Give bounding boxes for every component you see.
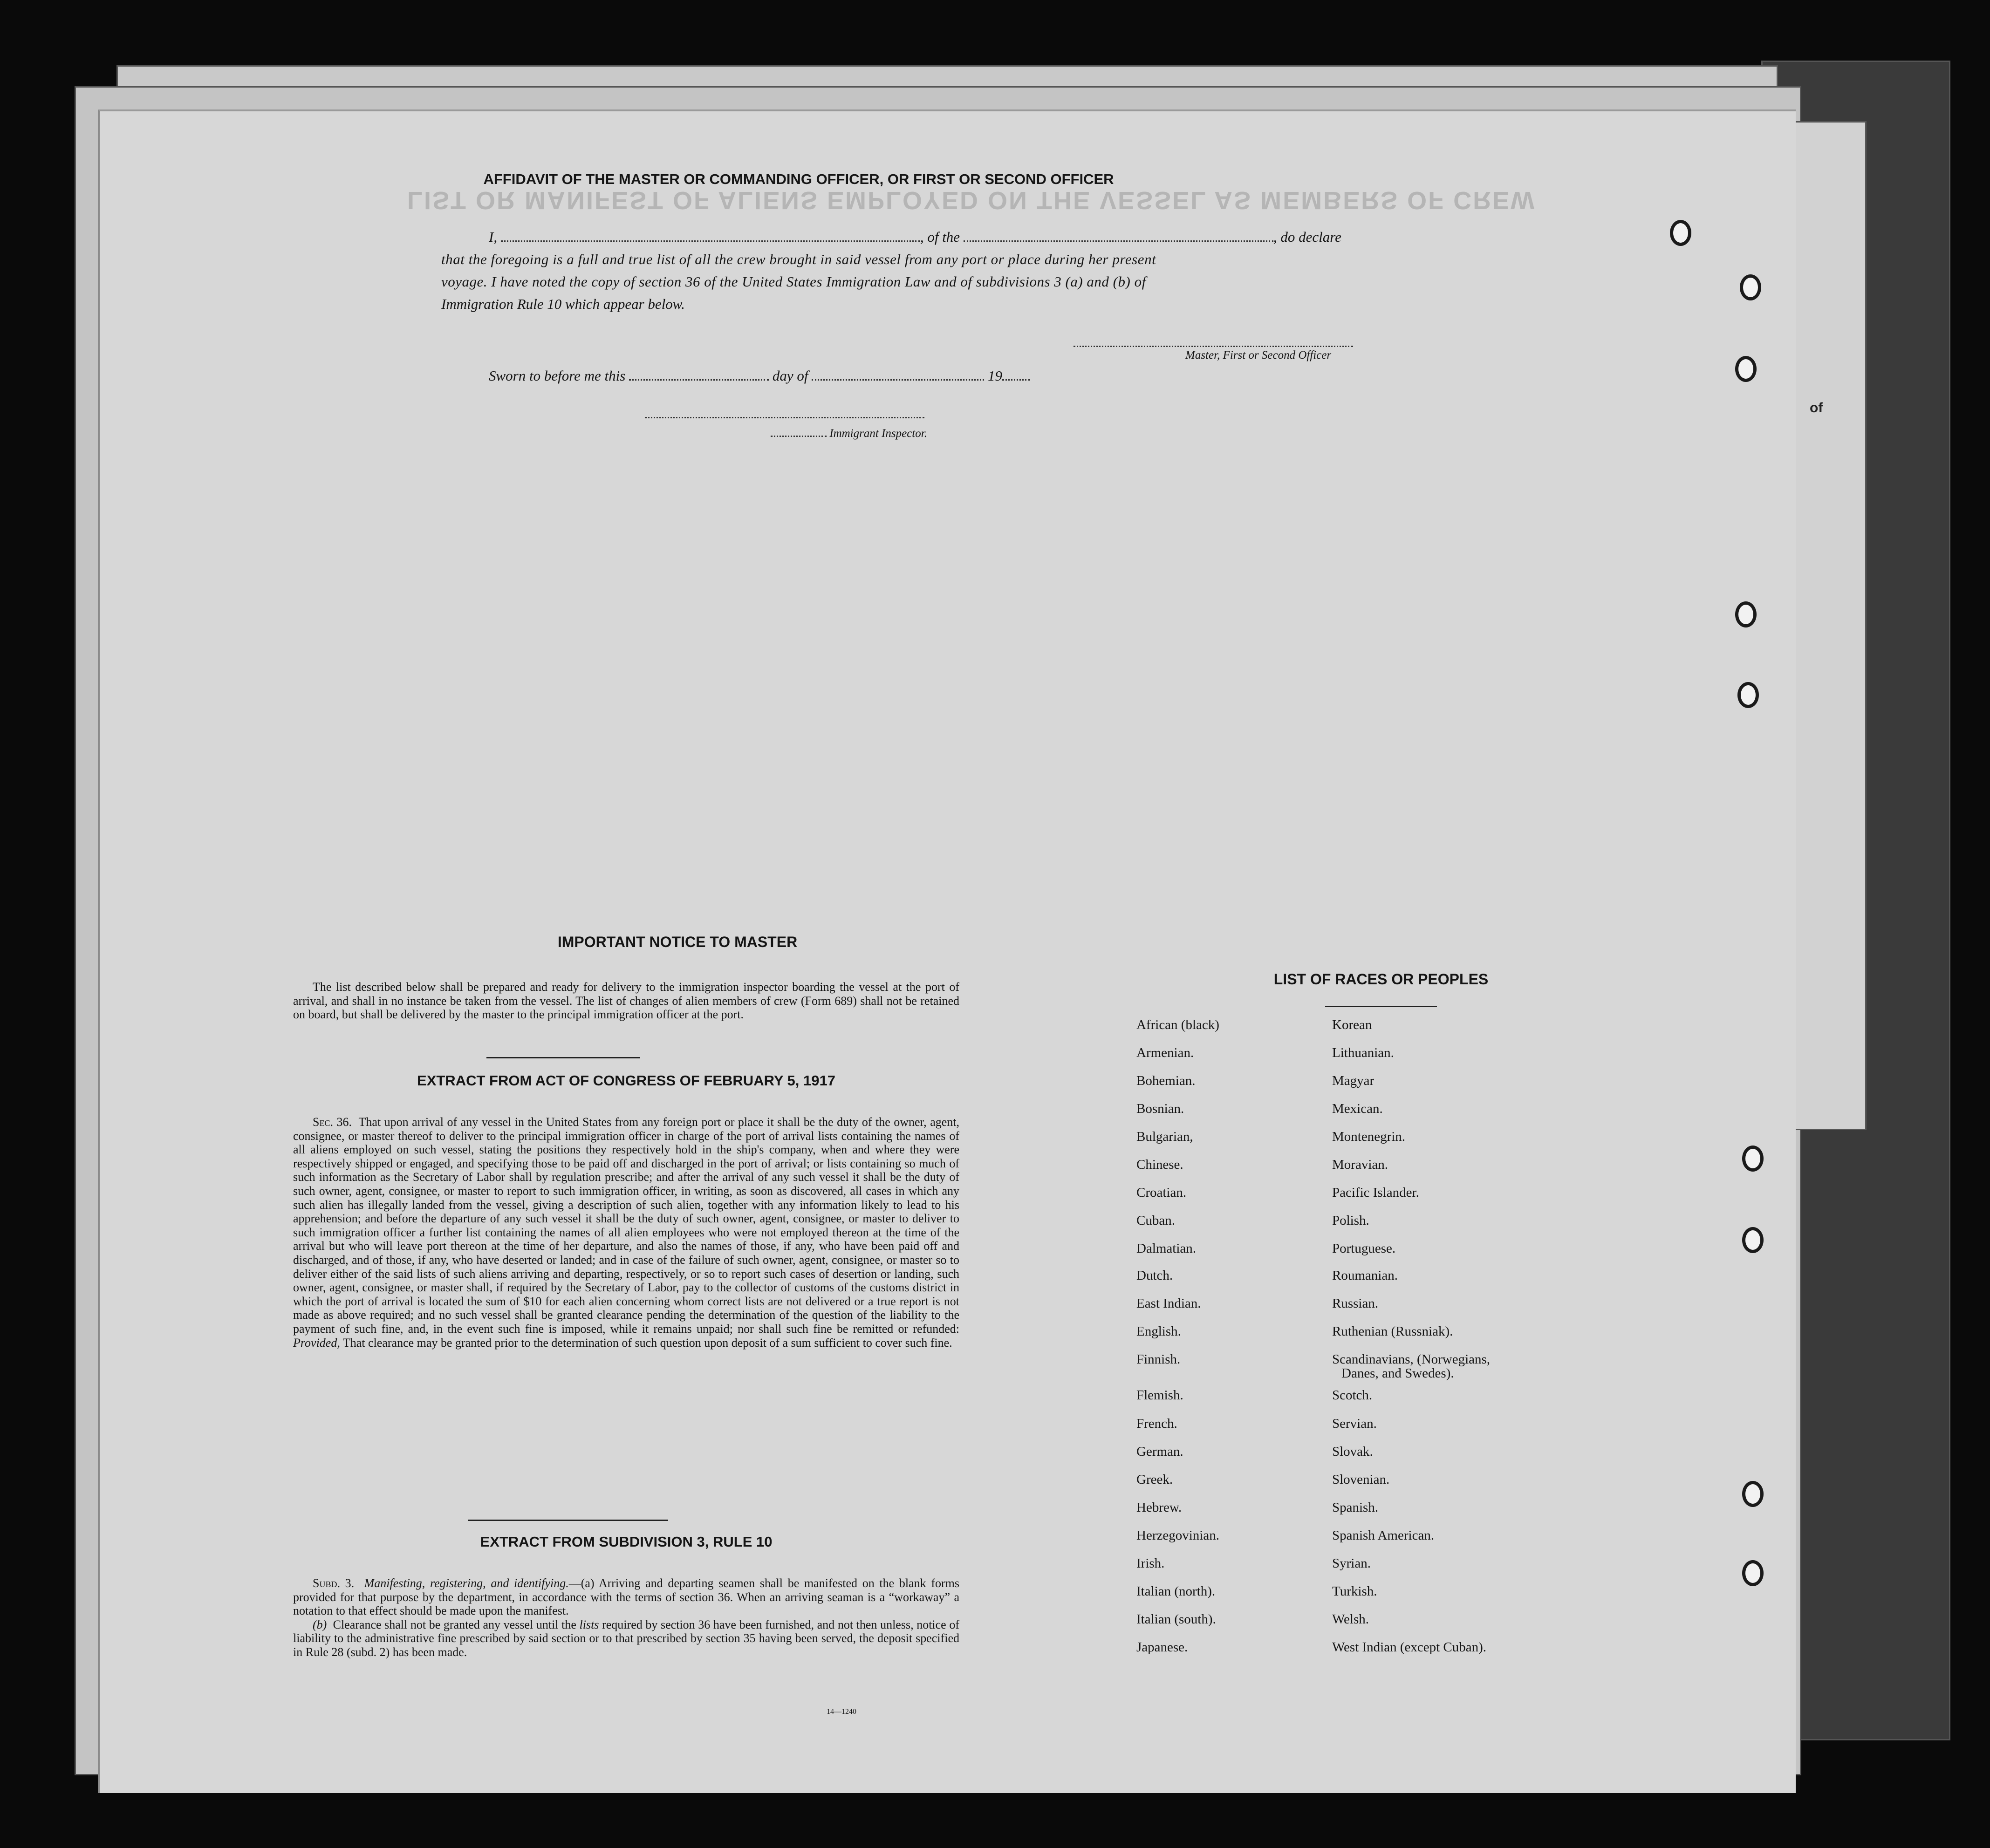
- divider-1: [486, 1057, 640, 1058]
- side-tab-text: of: [1810, 400, 1823, 416]
- race-item: Portuguese.: [1332, 1241, 1396, 1256]
- sworn-year-blank[interactable]: [1002, 379, 1030, 381]
- bleed-manifest-title: LIST OR MANIFEST OF ALIENS EMPLOYED ON THE VESSEL AS MEMBERS OF CREW: [407, 186, 1536, 214]
- punch-hole: [1742, 1227, 1764, 1253]
- race-item: Slovak.: [1332, 1444, 1373, 1459]
- race-item: Turkish.: [1332, 1584, 1377, 1599]
- affidavit-line-1: I, , of the , do declare: [489, 229, 1341, 245]
- sworn-line: Sworn to before me this day of 19: [489, 368, 1030, 384]
- punch-hole: [1742, 1146, 1764, 1172]
- race-item: Italian (north).: [1136, 1584, 1216, 1599]
- race-item: Ruthenian (Russniak).: [1332, 1324, 1453, 1339]
- race-item: Moravian.: [1332, 1157, 1388, 1172]
- master-signature-label: Master, First or Second Officer: [1185, 349, 1332, 361]
- race-item: Flemish.: [1136, 1388, 1183, 1403]
- vessel-blank[interactable]: [964, 240, 1273, 242]
- race-item: Croatian.: [1136, 1185, 1187, 1200]
- race-item: Syrian.: [1332, 1556, 1371, 1571]
- punch-hole: [1670, 220, 1691, 246]
- inspector-label: Immigrant Inspector.: [771, 427, 927, 440]
- punch-hole: [1735, 601, 1757, 627]
- race-item: Spanish.: [1332, 1500, 1379, 1515]
- master-signature-line[interactable]: [1074, 345, 1353, 347]
- inspector-signature-line[interactable]: [645, 416, 924, 418]
- race-item: Bosnian.: [1136, 1101, 1184, 1116]
- race-item: Armenian.: [1136, 1045, 1194, 1060]
- race-item: Finnish.: [1136, 1352, 1181, 1367]
- race-item: African (black): [1136, 1017, 1219, 1032]
- affidavit-line-3: voyage. I have noted the copy of section 36 of the United States Immigration Law and of subdivisions 3 (a) and (b) of: [441, 273, 1146, 290]
- race-item: Dalmatian.: [1136, 1241, 1197, 1256]
- punch-hole: [1740, 274, 1761, 300]
- back-sheet-tab: [1794, 121, 1867, 1130]
- act-text: Sec. 36. That upon arrival of any vessel in the United States from any foreign port or place it shall be the duty of the owner, agent, consignee, or master thereof to deliver to the principal immigration officer in charge of the port of arrival lists containing the names of all aliens employed on such vessel, stating the positions they respectively hold in the ship's company, when and where they were respectively shipped or engaged, and specifying those to be paid off and discharged in the port of arrival; or lists containing so much of such information as the Secretary of Labor shall by regulation prescribe; and after the arrival of any such vessel it shall be the duty of such owner, agent, consignee, or master to report to such immigration officer, in writing, as soon as discovered, all cases in which any such alien has illegally landed from the vessel, giving a description of such alien, together with any information likely to lead to his apprehension; and before the departure of any such vessel it shall be the duty of such owner, agent, consignee, or master to deliver to such immigration officer a further list containing the names of all alien employees who were not employed thereon at the time of the arrival but who will leave port thereon at the time of her departure, and also the names of those, if any, who have been paid off and discharged, and of those, if any, who have deserted or landed; and in case of the failure of such owner, agent, consignee, or master so to deliver either of the said lists of such aliens arriving and departing, respectively, or so to report such cases of desertion or landing, such owner, agent, consignee, or master shall, if required by the Secretary of Labor, pay to the collector of customs of the customs district in which the port of arrival is located the sum of $10 for each alien concerning whom correct lists are not delivered or a true report is not made as above required; and no such vessel shall be granted clearance pending the determination of the question of the liability to the payment of such fine, and, in the event such fine is imposed, while it remains unpaid; nor shall such fine be remitted or refunded: Provided, That clearance may be granted prior to the determination of such question upon deposit of a sum sufficient to cover such fine.: [293, 1115, 959, 1350]
- race-item: Greek.: [1136, 1472, 1173, 1487]
- race-item: East Indian.: [1136, 1296, 1201, 1311]
- name-blank[interactable]: [501, 240, 920, 242]
- punch-hole: [1735, 356, 1757, 382]
- race-item: Bohemian.: [1136, 1073, 1196, 1088]
- race-item: Lithuanian.: [1332, 1045, 1394, 1060]
- rule-text: Subd. 3. Manifesting, registering, and identifying.—(a) Arriving and departing seamen shall be manifested on the blank forms provided for that purpose by the department, in accordance with the terms of section 36. When an arriving seaman is a “workaway” a notation to that effect should be made upon the manifest. (b) Clearance shall not be granted any vessel until the lists required by section 36 have been furnished, and not then unless, notice of liability to the administrative fine prescribed by said section or to that prescribed by section 35 having been served, the deposit specified in Rule 28 (subd. 2) has been made.: [293, 1576, 960, 1659]
- rule-title: EXTRACT FROM SUBDIVISION 3, RULE 10: [480, 1534, 773, 1550]
- affidavit-line-4: Immigration Rule 10 which appear below.: [441, 296, 685, 312]
- race-item: Polish.: [1332, 1213, 1369, 1228]
- race-item: Chinese.: [1136, 1157, 1183, 1172]
- race-item: Dutch.: [1136, 1268, 1173, 1283]
- race-item: Pacific Islander.: [1332, 1185, 1419, 1200]
- manifest-page: [98, 109, 1823, 1793]
- race-item: Bulgarian,: [1136, 1129, 1193, 1144]
- affidavit-line-2: that the foregoing is a full and true list of all the crew brought in said vessel from any port or place during her present: [441, 251, 1156, 267]
- divider-2: [468, 1520, 668, 1521]
- race-item: Mexican.: [1332, 1101, 1383, 1116]
- notice-text: The list described below shall be prepared and ready for delivery to the immigration inspector boarding the vessel at the port of arrival, and shall in no instance be taken from the vessel. The list of changes of alien members of crew (Form 689) shall not be retained on board, but shall be delivered by the master to the principal immigration officer at the port.: [293, 980, 959, 1022]
- race-item: Roumanian.: [1332, 1268, 1398, 1283]
- sworn-month-blank[interactable]: [812, 379, 984, 381]
- race-item: Servian.: [1332, 1416, 1377, 1431]
- race-item: Scotch.: [1332, 1388, 1373, 1403]
- race-item: Italian (south).: [1136, 1612, 1216, 1627]
- race-item: Magyar: [1332, 1073, 1375, 1088]
- race-item: Irish.: [1136, 1556, 1165, 1571]
- race-item: Herzegovinian.: [1136, 1528, 1219, 1543]
- affidavit-title: AFFIDAVIT OF THE MASTER OR COMMANDING OFFICER, OR FIRST OR SECOND OFFICER: [483, 171, 1114, 187]
- race-item: Scandinavians, (Norwegians,: [1332, 1352, 1491, 1367]
- race-item: West Indian (except Cuban).: [1332, 1640, 1487, 1655]
- race-item: English.: [1136, 1324, 1181, 1339]
- race-item: Spanish American.: [1332, 1528, 1435, 1543]
- race-item: Japanese.: [1136, 1640, 1188, 1655]
- punch-hole: [1742, 1560, 1764, 1586]
- form-number: 14—1240: [827, 1708, 856, 1716]
- notice-title: IMPORTANT NOTICE TO MASTER: [557, 934, 798, 950]
- race-scandinavians-continued: Danes, and Swedes).: [1341, 1366, 1454, 1381]
- race-item: French.: [1136, 1416, 1177, 1431]
- race-item: Welsh.: [1332, 1612, 1369, 1627]
- punch-hole: [1742, 1481, 1764, 1507]
- race-item: German.: [1136, 1444, 1183, 1459]
- act-title: EXTRACT FROM ACT OF CONGRESS OF FEBRUARY 5, 1917: [417, 1072, 835, 1089]
- race-item: Hebrew.: [1136, 1500, 1182, 1515]
- race-item: Russian.: [1332, 1296, 1379, 1311]
- race-item: Montenegrin.: [1332, 1129, 1406, 1144]
- race-item: Slovenian.: [1332, 1472, 1390, 1487]
- race-item: Cuban.: [1136, 1213, 1175, 1228]
- race-item: Korean: [1332, 1017, 1372, 1032]
- punch-hole: [1737, 682, 1759, 708]
- races-title: LIST OF RACES OR PEOPLES: [1273, 971, 1489, 988]
- races-divider: [1325, 1006, 1437, 1007]
- sworn-day-blank[interactable]: [629, 379, 769, 381]
